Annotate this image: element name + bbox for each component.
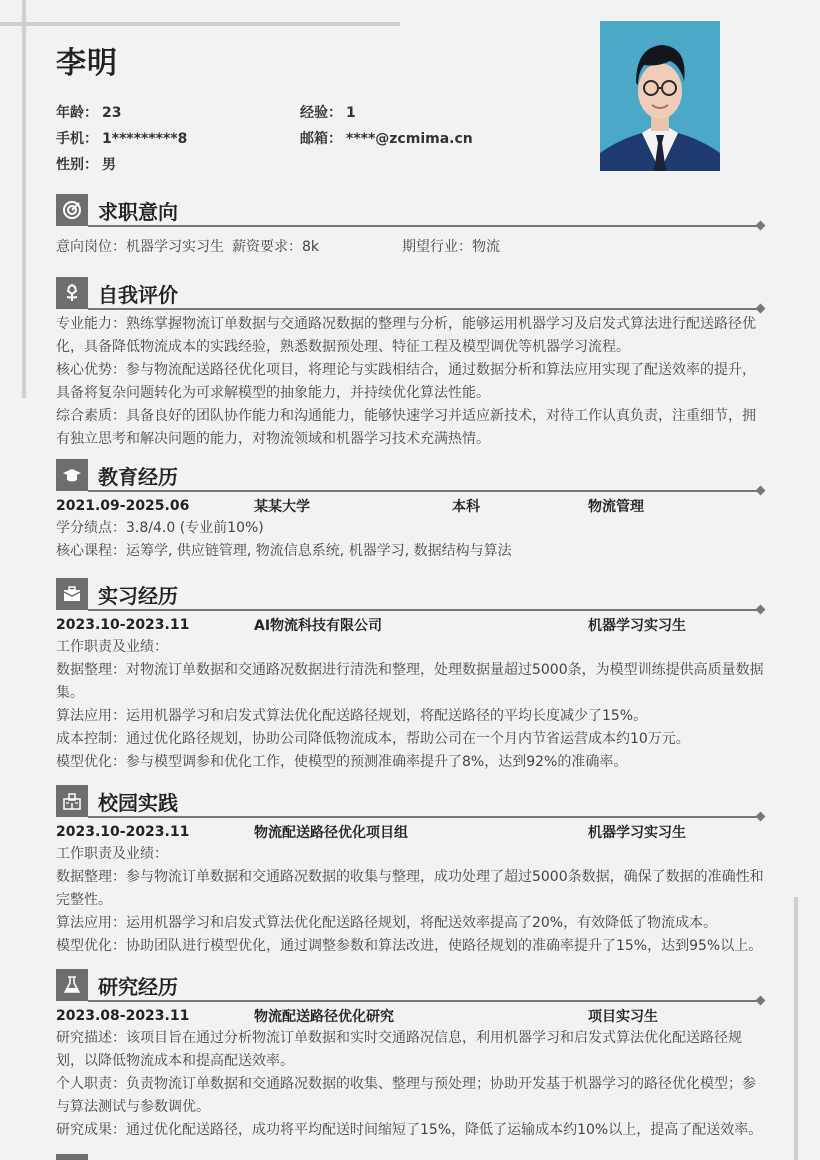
intent-salary: 薪资要求：8k bbox=[232, 239, 320, 255]
research-line: 研究成果：通过优化配送路径，成功将平均配送时间缩短了15%，降低了运输成本约10%以上，提高了配送效率。 bbox=[56, 1122, 763, 1138]
internship-line: 工作职责及业绩： bbox=[56, 639, 168, 655]
briefcase-icon bbox=[56, 578, 88, 610]
section-title: 自我评价 bbox=[98, 283, 178, 307]
divider-diamond bbox=[756, 996, 766, 1006]
divider-diamond bbox=[756, 486, 766, 496]
internship-header-row bbox=[56, 614, 764, 636]
campus-header-row bbox=[56, 821, 764, 843]
campus-line: 工作职责及业绩： bbox=[56, 846, 168, 862]
campus-period: 2023.10-2023.11 bbox=[56, 824, 190, 840]
section-campus-practice bbox=[56, 785, 764, 958]
next-section-icon-partial bbox=[56, 1154, 88, 1160]
experience-field: 经验： 1 bbox=[300, 105, 356, 121]
research-line: 研究描述：该项目旨在通过分析物流订单数据和实时交通路况信息，利用机器学习和启发式算法优化配送路径规划，以降低物流成本和提高配送效率。 bbox=[56, 1030, 742, 1069]
divider-diamond bbox=[756, 304, 766, 314]
education-major: 物流管理 bbox=[588, 499, 644, 515]
flask-icon bbox=[56, 969, 88, 1001]
section-title: 求职意向 bbox=[98, 200, 178, 224]
internship-line: 成本控制：通过优化路径规划，协助公司降低物流成本，帮助公司在一个月内节省运营成本约10万元。 bbox=[56, 731, 690, 747]
section-divider bbox=[88, 225, 760, 227]
self-eval-paragraph: 专业能力：熟练掌握物流订单数据与交通路况数据的整理与分析，能够运用机器学习及启发式算法进行配送路径优化，具备降低物流成本的实践经验，熟悉数据预处理、特征工程及模型调优等机器学习流程。 bbox=[56, 316, 756, 355]
internship-company: AI物流科技有限公司 bbox=[254, 618, 383, 634]
campus-line: 模型优化：协助团队进行模型优化，通过调整参数和算法改进，使路径规划的准确率提升了15%，达到95%以上。 bbox=[56, 938, 763, 954]
section-self-evaluation bbox=[56, 277, 764, 451]
section-title: 实习经历 bbox=[98, 584, 178, 608]
intent-position: 意向岗位：机器学习实习生 bbox=[56, 239, 224, 255]
campus-org: 物流配送路径优化项目组 bbox=[254, 825, 408, 841]
section-divider bbox=[88, 308, 760, 310]
decorative-top-line bbox=[0, 22, 400, 26]
gender-field: 性别： 男 bbox=[56, 157, 116, 173]
section-header bbox=[56, 969, 764, 1001]
campus-line: 算法应用：运用机器学习和启发式算法优化配送路径规划，将配送效率提高了20%，有效降低了物流成本。 bbox=[56, 915, 718, 931]
self-eval-paragraph: 综合素质：具备良好的团队协作能力和沟通能力，能够快速学习并适应新技术，对待工作认真负责，注重细节，拥有独立思考和解决问题的能力，对物流领域和机器学习技术充满热情。 bbox=[56, 408, 756, 447]
education-school: 某某大学 bbox=[254, 499, 310, 515]
internship-role: 机器学习实习生 bbox=[588, 618, 686, 634]
section-divider bbox=[88, 490, 760, 492]
research-line: 个人职责：负责物流订单数据和交通路况数据的收集、整理与预处理；协助开发基于机器学习的路径优化模型；参与算法测试与参数调优。 bbox=[56, 1076, 756, 1115]
education-line: 核心课程：运筹学, 供应链管理, 物流信息系统, 机器学习, 数据结构与算法 bbox=[56, 543, 512, 559]
section-title: 校园实践 bbox=[98, 791, 178, 815]
research-project: 物流配送路径优化研究 bbox=[254, 1009, 394, 1025]
section-divider bbox=[88, 609, 760, 611]
education-line: 学分绩点：3.8/4.0 (专业前10%) bbox=[56, 520, 264, 536]
internship-period: 2023.10-2023.11 bbox=[56, 617, 190, 633]
divider-diamond bbox=[756, 605, 766, 615]
email-field: 邮箱： ****@zcmima.cn bbox=[300, 131, 473, 147]
research-header-row bbox=[56, 1005, 764, 1027]
decorative-right-line bbox=[794, 897, 798, 1160]
target-icon bbox=[56, 194, 88, 226]
education-header-row bbox=[56, 495, 764, 517]
graduation-cap-icon bbox=[56, 459, 88, 491]
self-eval-paragraph: 核心优势：参与物流配送路径优化项目，将理论与实践相结合，通过数据分析和算法应用实现了配送效率的提升，具备将复杂问题转化为可求解模型的抽象能力，并持续优化算法性能。 bbox=[56, 362, 756, 401]
section-internship bbox=[56, 578, 764, 774]
decorative-left-line bbox=[22, 0, 26, 398]
education-period: 2021.09-2025.06 bbox=[56, 498, 190, 514]
education-degree: 本科 bbox=[452, 499, 480, 515]
internship-line: 模型优化：参与模型调参和优化工作，使模型的预测准确率提升了8%，达到92%的准确率。 bbox=[56, 754, 628, 770]
section-header bbox=[56, 578, 764, 610]
section-divider bbox=[88, 1000, 760, 1002]
section-header bbox=[56, 277, 764, 309]
divider-diamond bbox=[756, 221, 766, 231]
internship-line: 算法应用：运用机器学习和启发式算法优化配送路径规划，将配送路径的平均长度减少了15%。 bbox=[56, 708, 648, 724]
avatar-photo bbox=[600, 21, 720, 171]
section-header bbox=[56, 194, 764, 226]
section-job-intent bbox=[56, 194, 764, 259]
section-header bbox=[56, 785, 764, 817]
section-title: 研究经历 bbox=[98, 975, 178, 999]
school-building-icon bbox=[56, 785, 88, 817]
candidate-name: 李明 bbox=[56, 46, 118, 81]
internship-line: 数据整理：对物流订单数据和交通路况数据进行清洗和整理，处理数据量超过5000条，为模型训练提供高质量数据集。 bbox=[56, 662, 764, 701]
section-divider bbox=[88, 816, 760, 818]
research-role: 项目实习生 bbox=[588, 1009, 658, 1025]
divider-diamond bbox=[756, 812, 766, 822]
section-header bbox=[56, 459, 764, 491]
section-education bbox=[56, 459, 764, 563]
age-field: 年龄： 23 bbox=[56, 105, 122, 121]
campus-role: 机器学习实习生 bbox=[588, 825, 686, 841]
intent-industry: 期望行业：物流 bbox=[402, 239, 500, 255]
flower-icon bbox=[56, 277, 88, 309]
research-period: 2023.08-2023.11 bbox=[56, 1008, 190, 1024]
intent-row bbox=[56, 236, 764, 259]
phone-field: 手机： 1*********8 bbox=[56, 131, 188, 147]
campus-line: 数据整理：参与物流订单数据和交通路况数据的收集与整理，成功处理了超过5000条数据，确保了数据的准确性和完整性。 bbox=[56, 869, 764, 908]
section-research bbox=[56, 969, 764, 1142]
section-title: 教育经历 bbox=[98, 465, 178, 489]
